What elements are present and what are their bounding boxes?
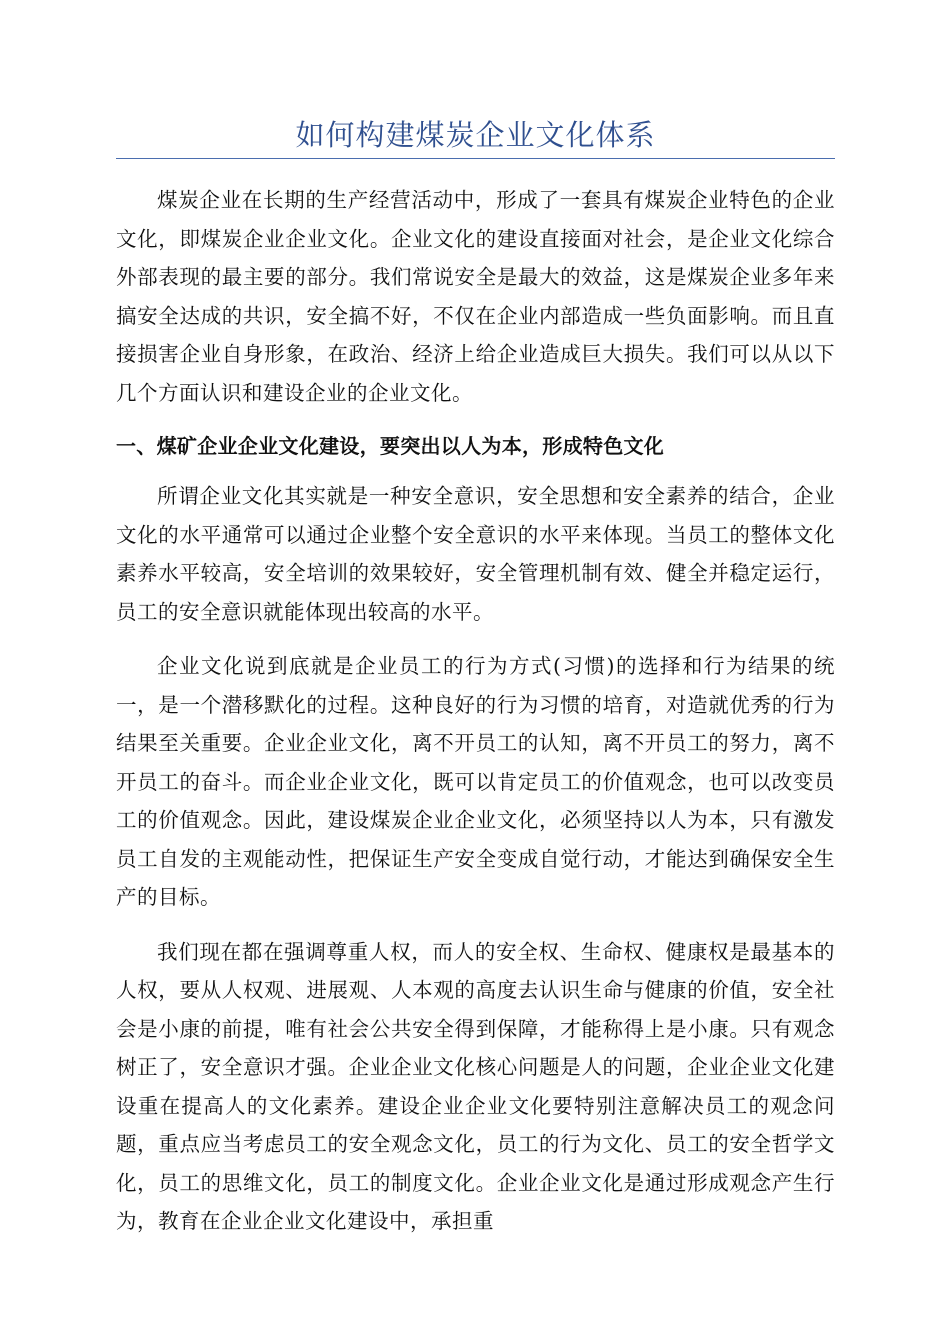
document-title: 如何构建煤炭企业文化体系 bbox=[116, 115, 835, 159]
section-heading: 一、煤矿企业企业文化建设，要突出以人为本，形成特色文化 bbox=[116, 434, 665, 458]
intro-paragraph: 煤炭企业在长期的生产经营活动中，形成了一套具有煤炭企业特色的企业文化，即煤炭企业企业文化。企业文化的建设直接面对社会，是企业文化综合外部表现的最主要的部分。我们常说安全是最大的效益，这是煤炭企业多年来搞安全达成的共识，安全搞不好，不仅在企业内部造成一些负面影响。而且直接损害企业自身形象，在政治、经济上给企业造成巨大损失。我们可以从以下几个方面认识和建设企业的企业文化。 bbox=[116, 188, 835, 405]
body-paragraph-2: 企业文化说到底就是企业员工的行为方式(习惯)的选择和行为结果的统一，是一个潜移默化的过程。这种良好的行为习惯的培育，对造就优秀的行为结果至关重要。企业企业文化，离不开员工的认知，离不开员工的努力，离不开员工的奋斗。而企业企业文化，既可以肯定员工的价值观念，也可以改变员工的价值观念。因此，建设煤炭企业企业文化，必须坚持以人为本，只有激发员工自发的主观能动性，把保证生产安全变成自觉行动，才能达到确保安全生产的目标。 bbox=[116, 654, 835, 909]
body-paragraph-1: 所谓企业文化其实就是一种安全意识，安全思想和安全素养的结合，企业文化的水平通常可以通过企业整个安全意识的水平来体现。当员工的整体文化素养水平较高，安全培训的效果较好，安全管理机制有效、健全并稳定运行，员工的安全意识就能体现出较高的水平。 bbox=[116, 484, 835, 624]
body-paragraph-3: 我们现在都在强调尊重人权，而人的安全权、生命权、健康权是最基本的人权，要从人权观、进展观、人本观的高度去认识生命与健康的价值，安全社会是小康的前提，唯有社会公共安全得到保障，才能称得上是小康。只有观念树正了，安全意识才强。企业企业文化核心问题是人的问题，企业企业文化建设重在提高人的文化素养。建设企业企业文化要特别注意解决员工的观念问题，重点应当考虑员工的安全观念文化，员工的行为文化、员工的安全哲学文化，员工的思维文化，员工的制度文化。企业企业文化是通过形成观念产生行为，教育在企业企业文化建设中，承担重 bbox=[116, 939, 835, 1233]
